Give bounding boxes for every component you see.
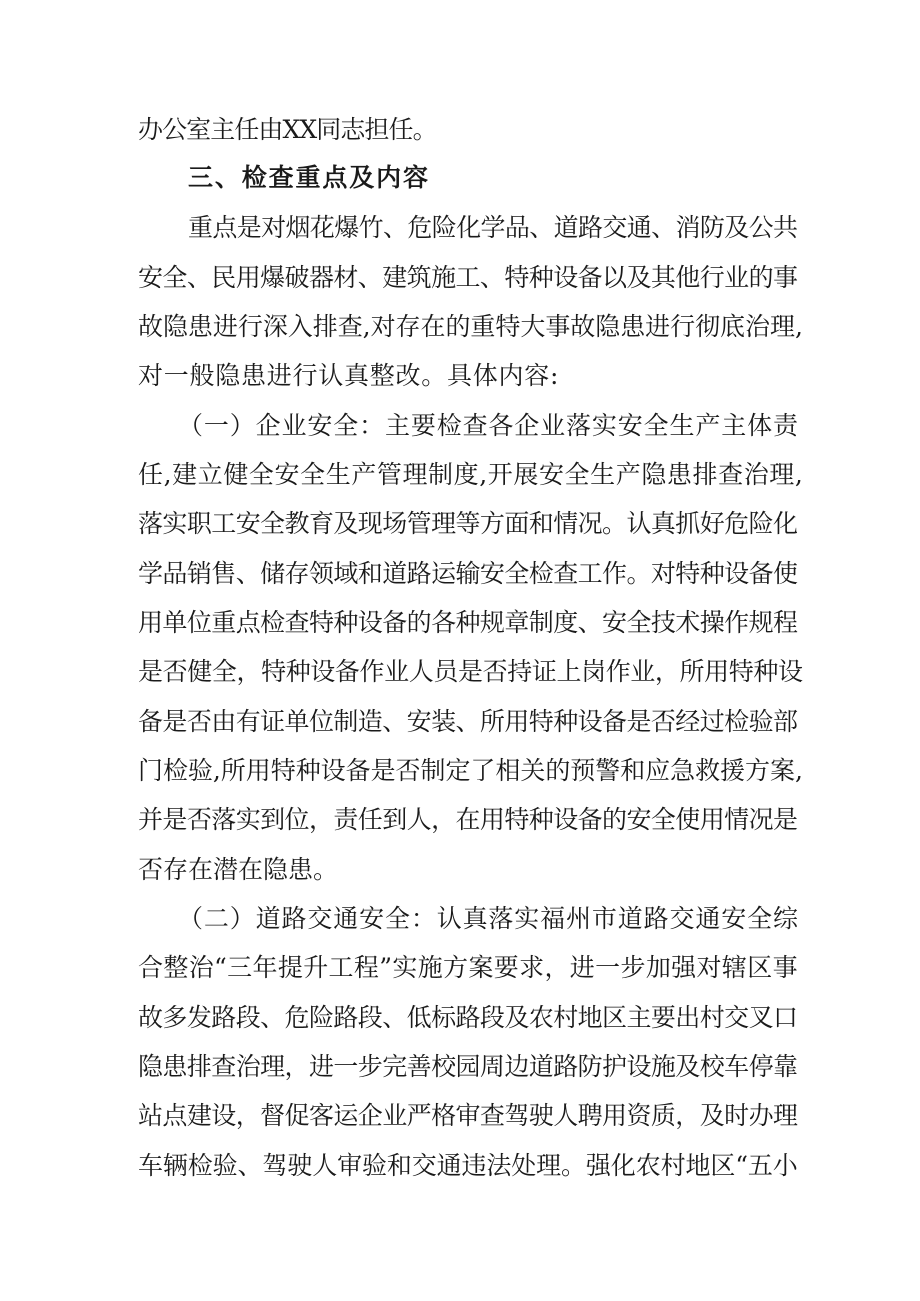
body-line-11: 用单位重点检查特种设备的各种规章制度、安全技术操作规程 <box>138 608 798 637</box>
body-line-15: 并是否落实到位，责任到人，在用特种设备的安全使用情况是 <box>138 805 798 834</box>
body-line-22: 车辆检验、驾驶人审验和交通违法处理。强化农村地区“五小 <box>138 1151 798 1180</box>
body-line-7: （一）企业安全：主要检查各企业落实安全生产主体责 <box>178 411 799 440</box>
body-line-21: 站点建设，督促客运企业严格审查驾驶人聘用资质，及时办理 <box>138 1101 798 1130</box>
body-line-5: 故隐患进行深入排查,对存在的重特大事故隐患进行彻底治理, <box>138 312 803 341</box>
body-line-9: 落实职工安全教育及现场管理等方面和情况。认真抓好危险化 <box>138 509 798 538</box>
body-line-16: 否存在潜在隐患。 <box>138 855 339 884</box>
body-line-8: 任,建立健全安全生产管理制度,开展安全生产隐患排查治理, <box>138 460 804 489</box>
body-line-1: 办公室主任由XX同志担任。 <box>138 115 437 144</box>
body-line-13: 备是否由有证单位制造、安装、所用特种设备是否经过检验部 <box>138 707 798 736</box>
body-line-12: 是否健全，特种设备作业人员是否持证上岗作业，所用特种设 <box>138 657 803 686</box>
section-heading: 三、检查重点及内容 <box>188 163 430 192</box>
body-line-3: 重点是对烟花爆竹、危险化学品、道路交通、消防及公共 <box>188 213 798 242</box>
body-line-4: 安全、民用爆破器材、建筑施工、特种设备以及其他行业的事 <box>138 263 798 292</box>
body-line-18: 合整治“三年提升工程”实施方案要求，进一步加强对辖区事 <box>138 953 798 982</box>
body-line-20: 隐患排查治理，进一步完善校园周边道路防护设施及校车停靠 <box>138 1052 798 1081</box>
body-line-14: 门检验,所用特种设备是否制定了相关的预警和应急救援方案, <box>138 756 803 785</box>
body-line-6: 对一般隐患进行认真整改。具体内容: <box>138 361 560 390</box>
body-line-17: （二）道路交通安全：认真落实福州市道路交通安全综 <box>178 904 799 933</box>
body-line-10: 学品销售、储存领域和道路运输安全检查工作。对特种设备使 <box>138 559 798 588</box>
body-line-19: 故多发路段、危险路段、低标路段及农村地区主要出村交叉口 <box>138 1003 798 1032</box>
